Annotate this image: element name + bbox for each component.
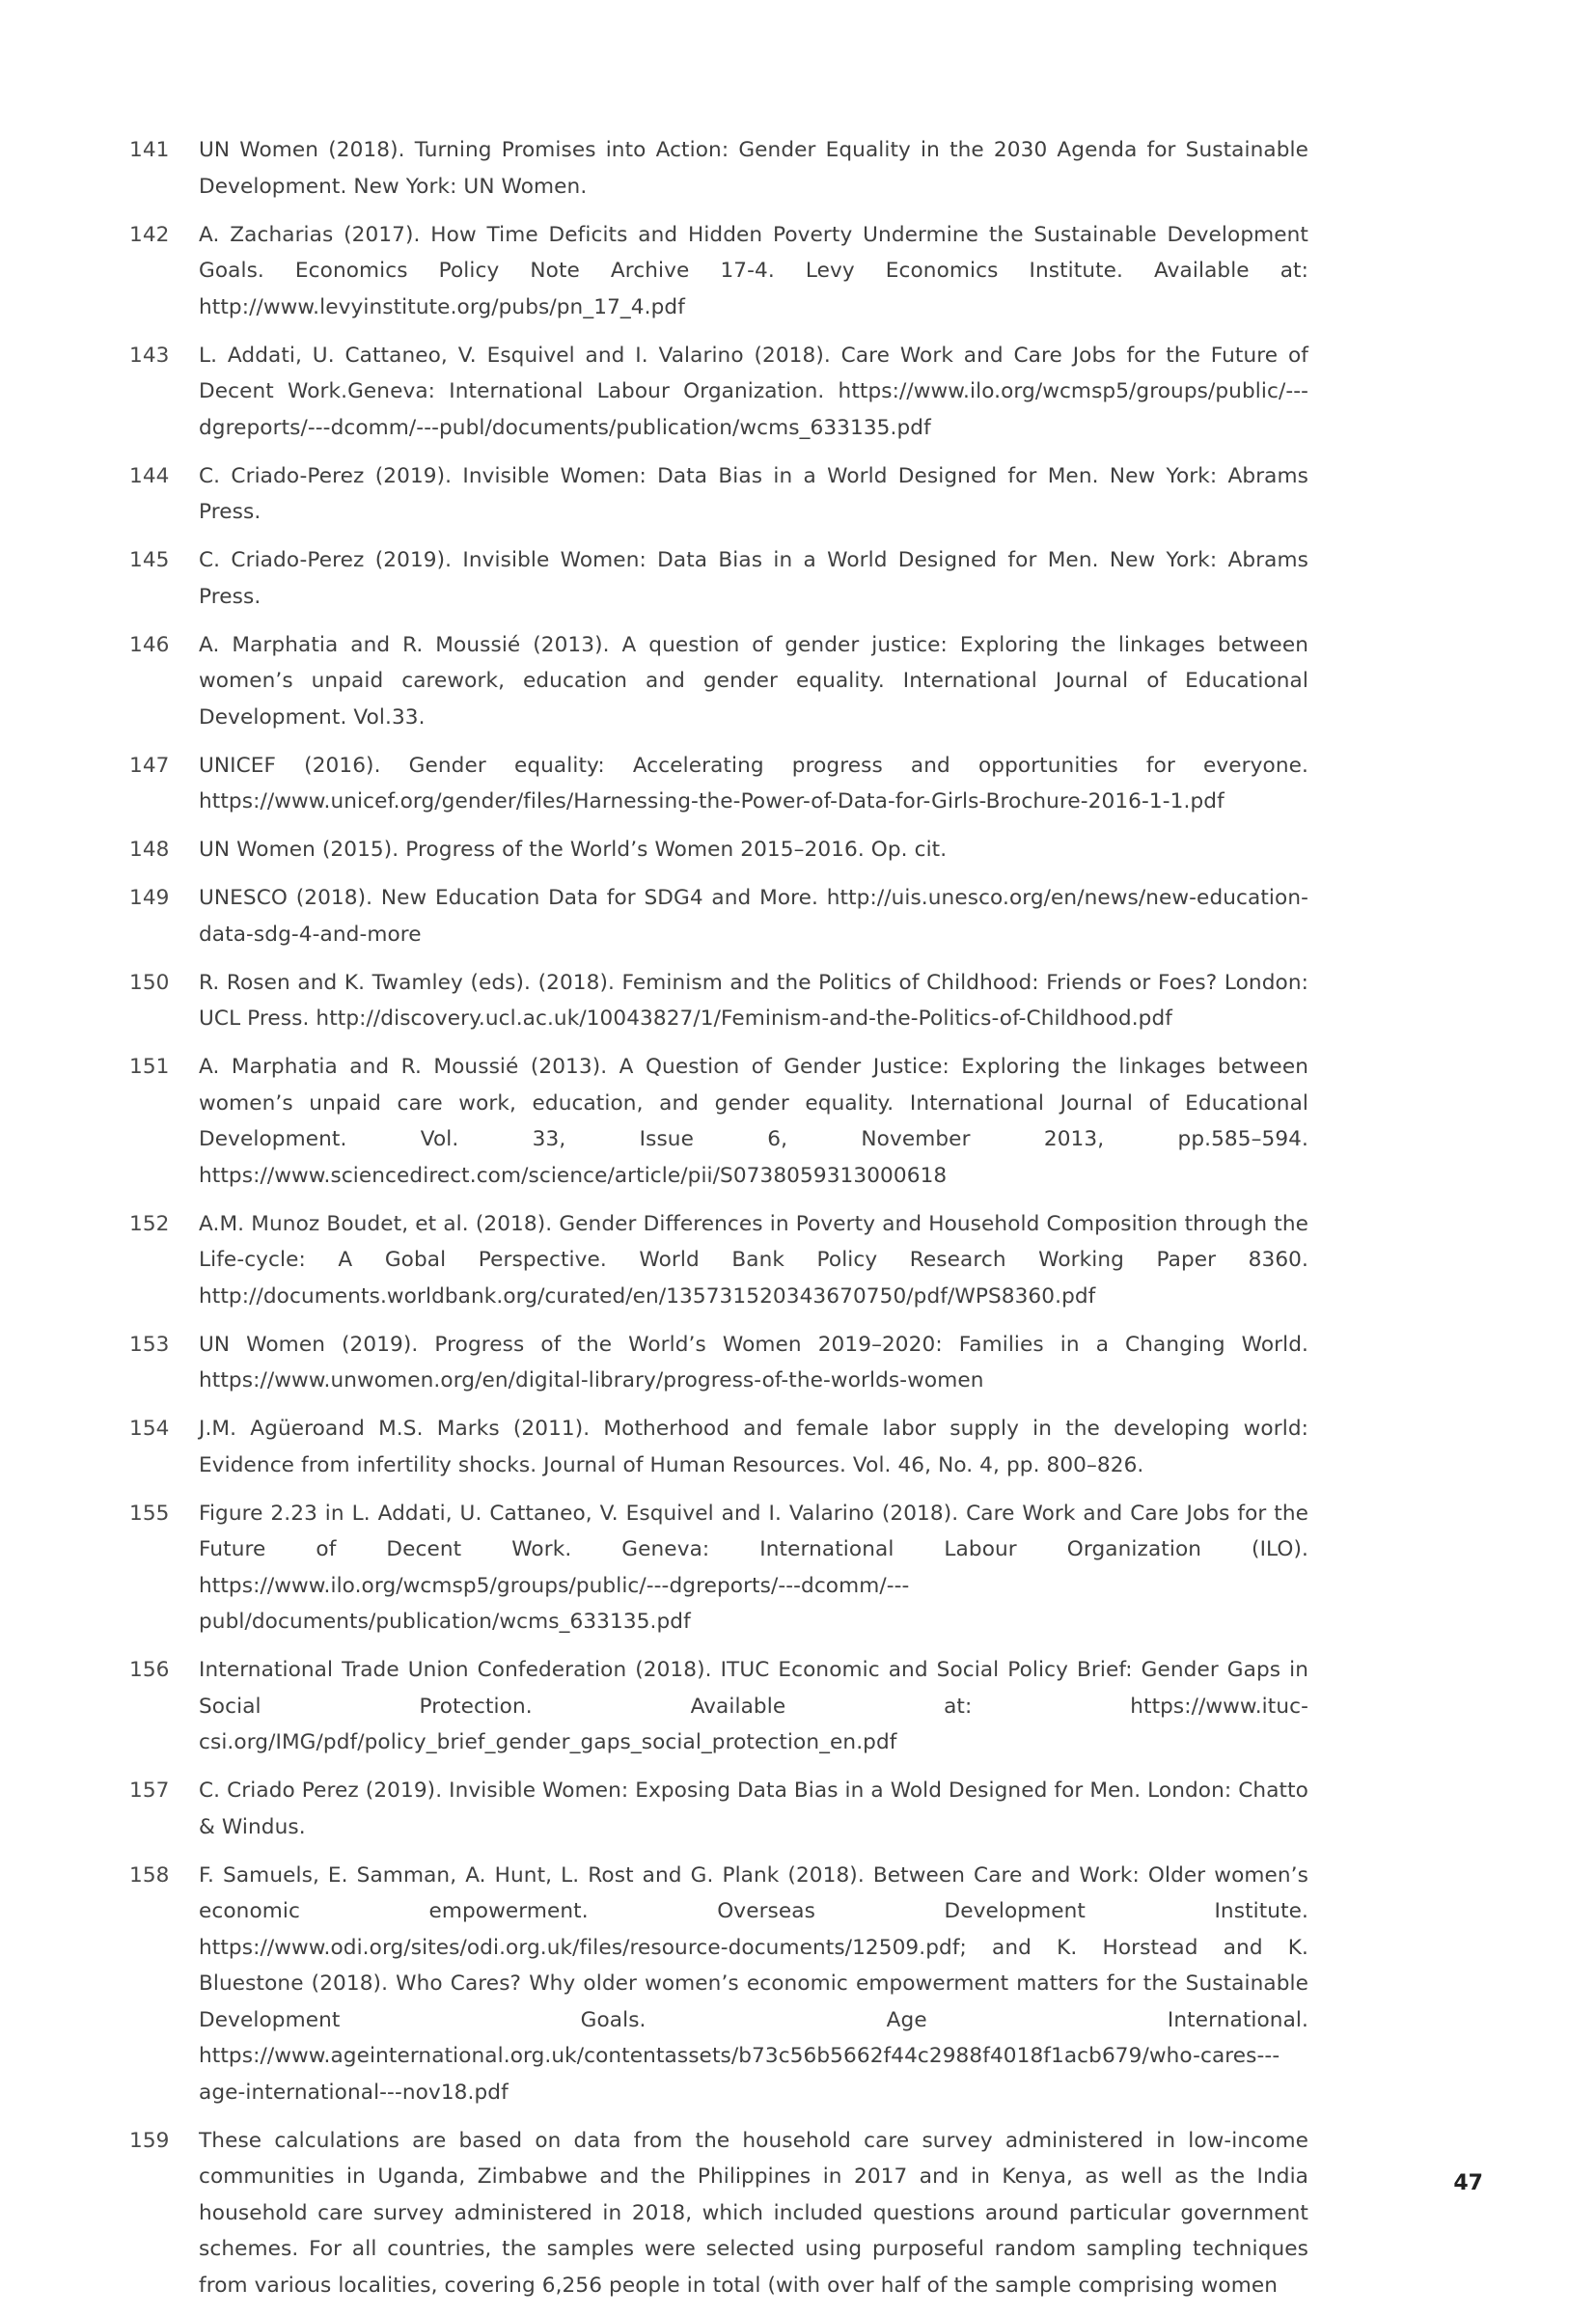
endnote-145 xyxy=(129,542,1308,615)
endnote-149 xyxy=(129,880,1308,952)
endnote-152 xyxy=(129,1206,1308,1315)
endnote-text: C. Criado-Perez (2019). Invisible Women: Data Bias in a World Designed for Men. New York: Abrams Press. xyxy=(199,463,1308,524)
endnote-148 xyxy=(129,832,1308,868)
endnote-144 xyxy=(129,458,1308,531)
endnote-text: UNESCO (2018). New Education Data for SDG4 and More. http://uis.unesco.org/en/news/new-education-data-sdg-4-and-more xyxy=(199,886,1308,947)
endnote-number: 149 xyxy=(129,886,170,910)
endnote-text: A. Zacharias (2017). How Time Deficits and Hidden Poverty Undermine the Sustainable Development Goals. Economics Policy Note Archive 17-4. Levy Economics Institute. Available at: http://www.levyinstitute.org/pubs/pn_17_4.pdf xyxy=(199,222,1308,319)
endnotes-list xyxy=(129,132,1308,2316)
endnote-number: 154 xyxy=(129,1417,170,1441)
endnote-text: These calculations are based on data from the household care survey administered in low-income communities in Uganda, Zimbabwe and the Philippines in 2017 and in Kenya, as well as the India household care survey administered in 2018, which included questions around particular government schemes. For all countries, the samples were selected using purposeful random sampling techniques from various localities, covering 6,256 people in total (with over half of the sample comprising women xyxy=(199,2128,1308,2298)
endnote-number: 152 xyxy=(129,1211,170,1236)
endnote-text: UN Women (2019). Progress of the World’s Women 2019–2020: Families in a Changing World. https://www.unwomen.org/en/digital-library/progress-of-the-worlds-women xyxy=(199,1332,1308,1392)
endnote-text: L. Addati, U. Cattaneo, V. Esquivel and I. Valarino (2018). Care Work and Care Jobs for the Future of Decent Work.Geneva: International Labour Organization. https://www.ilo.org/wcmsp5/groups/public/---dgreports/---dcomm/---publ/documents/publication/wcms_633135.pdf xyxy=(199,343,1308,440)
endnote-number: 145 xyxy=(129,548,170,572)
endnote-number: 146 xyxy=(129,632,170,657)
endnote-157 xyxy=(129,1773,1308,1845)
endnote-text: Figure 2.23 in L. Addati, U. Cattaneo, V. Esquivel and I. Valarino (2018). Care Work and Care Jobs for the Future of Decent Work. Geneva: International Labour Organization (ILO). https://www.ilo.org/wcmsp5/groups/public/---dgreports/---dcomm/---publ/documents/publication/wcms_633135.pdf xyxy=(199,1501,1308,1634)
page-number: 47 xyxy=(1453,2171,1483,2195)
endnote-147 xyxy=(129,748,1308,820)
endnote-number: 144 xyxy=(129,463,170,488)
endnote-number: 151 xyxy=(129,1055,170,1079)
endnote-text: A. Marphatia and R. Moussié (2013). A Question of Gender Justice: Exploring the linkages between women’s unpaid care work, education, and gender equality. International Journal of Educational Development. Vol. 33, Issue 6, November 2013, pp.585–594. https://www.sciencedirect.com/science/article/pii/S0738059313000618 xyxy=(199,1055,1308,1188)
endnote-text: J.M. Agüeroand M.S. Marks (2011). Motherhood and female labor supply in the developing world: Evidence from infertility shocks. Journal of Human Resources. Vol. 46, No. 4, pp. 800–826. xyxy=(199,1417,1308,1477)
endnote-text: C. Criado-Perez (2019). Invisible Women: Data Bias in a World Designed for Men. New York: Abrams Press. xyxy=(199,548,1308,609)
endnote-151 xyxy=(129,1049,1308,1194)
endnote-number: 141 xyxy=(129,138,170,162)
endnote-text: UN Women (2015). Progress of the World’s Women 2015–2016. Op. cit. xyxy=(199,838,948,862)
endnote-number: 142 xyxy=(129,222,170,247)
endnote-159 xyxy=(129,2123,1308,2304)
endnote-number: 156 xyxy=(129,1658,170,1682)
endnote-141 xyxy=(129,132,1308,205)
endnote-number: 143 xyxy=(129,343,170,368)
endnote-number: 155 xyxy=(129,1501,170,1526)
endnote-154 xyxy=(129,1411,1308,1483)
endnote-156 xyxy=(129,1652,1308,1761)
endnote-text: C. Criado Perez (2019). Invisible Women: Exposing Data Bias in a Wold Designed for Men. London: Chatto & Windus. xyxy=(199,1778,1308,1839)
endnote-text: A.M. Munoz Boudet, et al. (2018). Gender Differences in Poverty and Household Composition through the Life-cycle: A Gobal Perspective. World Bank Policy Research Working Paper 8360. http://documents.worldbank.org/curated/en/135731520343670750/pdf/WPS8360.pdf xyxy=(199,1211,1308,1309)
endnote-text: A. Marphatia and R. Moussié (2013). A question of gender justice: Exploring the linkages between women’s unpaid carework, education and gender equality. International Journal of Educational Development. Vol.33. xyxy=(199,632,1308,730)
endnote-text: R. Rosen and K. Twamley (eds). (2018). Feminism and the Politics of Childhood: Friends or Foes? London: UCL Press. http://discovery.ucl.ac.uk/10043827/1/Feminism-and-the-Politics-of-Childhood.pdf xyxy=(199,970,1308,1031)
endnote-text: UN Women (2018). Turning Promises into Action: Gender Equality in the 2030 Agenda for Sustainable Development. New York: UN Women. xyxy=(199,138,1308,199)
endnote-number: 150 xyxy=(129,970,170,995)
endnote-155 xyxy=(129,1496,1308,1640)
endnote-number: 147 xyxy=(129,753,170,778)
endnote-158 xyxy=(129,1858,1308,2111)
endnote-150 xyxy=(129,965,1308,1037)
endnote-number: 157 xyxy=(129,1778,170,1803)
endnote-text: F. Samuels, E. Samman, A. Hunt, L. Rost and G. Plank (2018). Between Care and Work: Older women’s economic empowerment. Overseas Development Institute. https://www.odi.org/sites/odi.org.uk/files/resource-documents/12509.pdf; and K. Horstead and K. Bluestone (2018). Who Cares? Why older women’s economic empowerment matters for the Sustainable Development Goals. Age International. https://www.ageinternational.org.uk/contentassets/b73c56b5662f44c2988f4018f1acb679/who-cares---age-international---nov18.pdf xyxy=(199,1862,1308,2105)
endnote-number: 153 xyxy=(129,1332,170,1357)
endnote-text: International Trade Union Confederation (2018). ITUC Economic and Social Policy Brief: Gender Gaps in Social Protection. Available at: https://www.ituc-csi.org/IMG/pdf/policy_brief_gender_gaps_social_protection_en.pdf xyxy=(199,1658,1308,1754)
endnote-142 xyxy=(129,217,1308,326)
endnote-143 xyxy=(129,338,1308,447)
endnote-text: UNICEF (2016). Gender equality: Accelerating progress and opportunities for everyone. https://www.unicef.org/gender/files/Harnessing-the-Power-of-Data-for-Girls-Brochure-2016-1-1.pdf xyxy=(199,753,1308,813)
endnote-number: 158 xyxy=(129,1862,170,1888)
endnote-146 xyxy=(129,627,1308,736)
endnote-number: 159 xyxy=(129,2128,170,2153)
endnote-number: 148 xyxy=(129,838,170,862)
endnote-153 xyxy=(129,1327,1308,1399)
